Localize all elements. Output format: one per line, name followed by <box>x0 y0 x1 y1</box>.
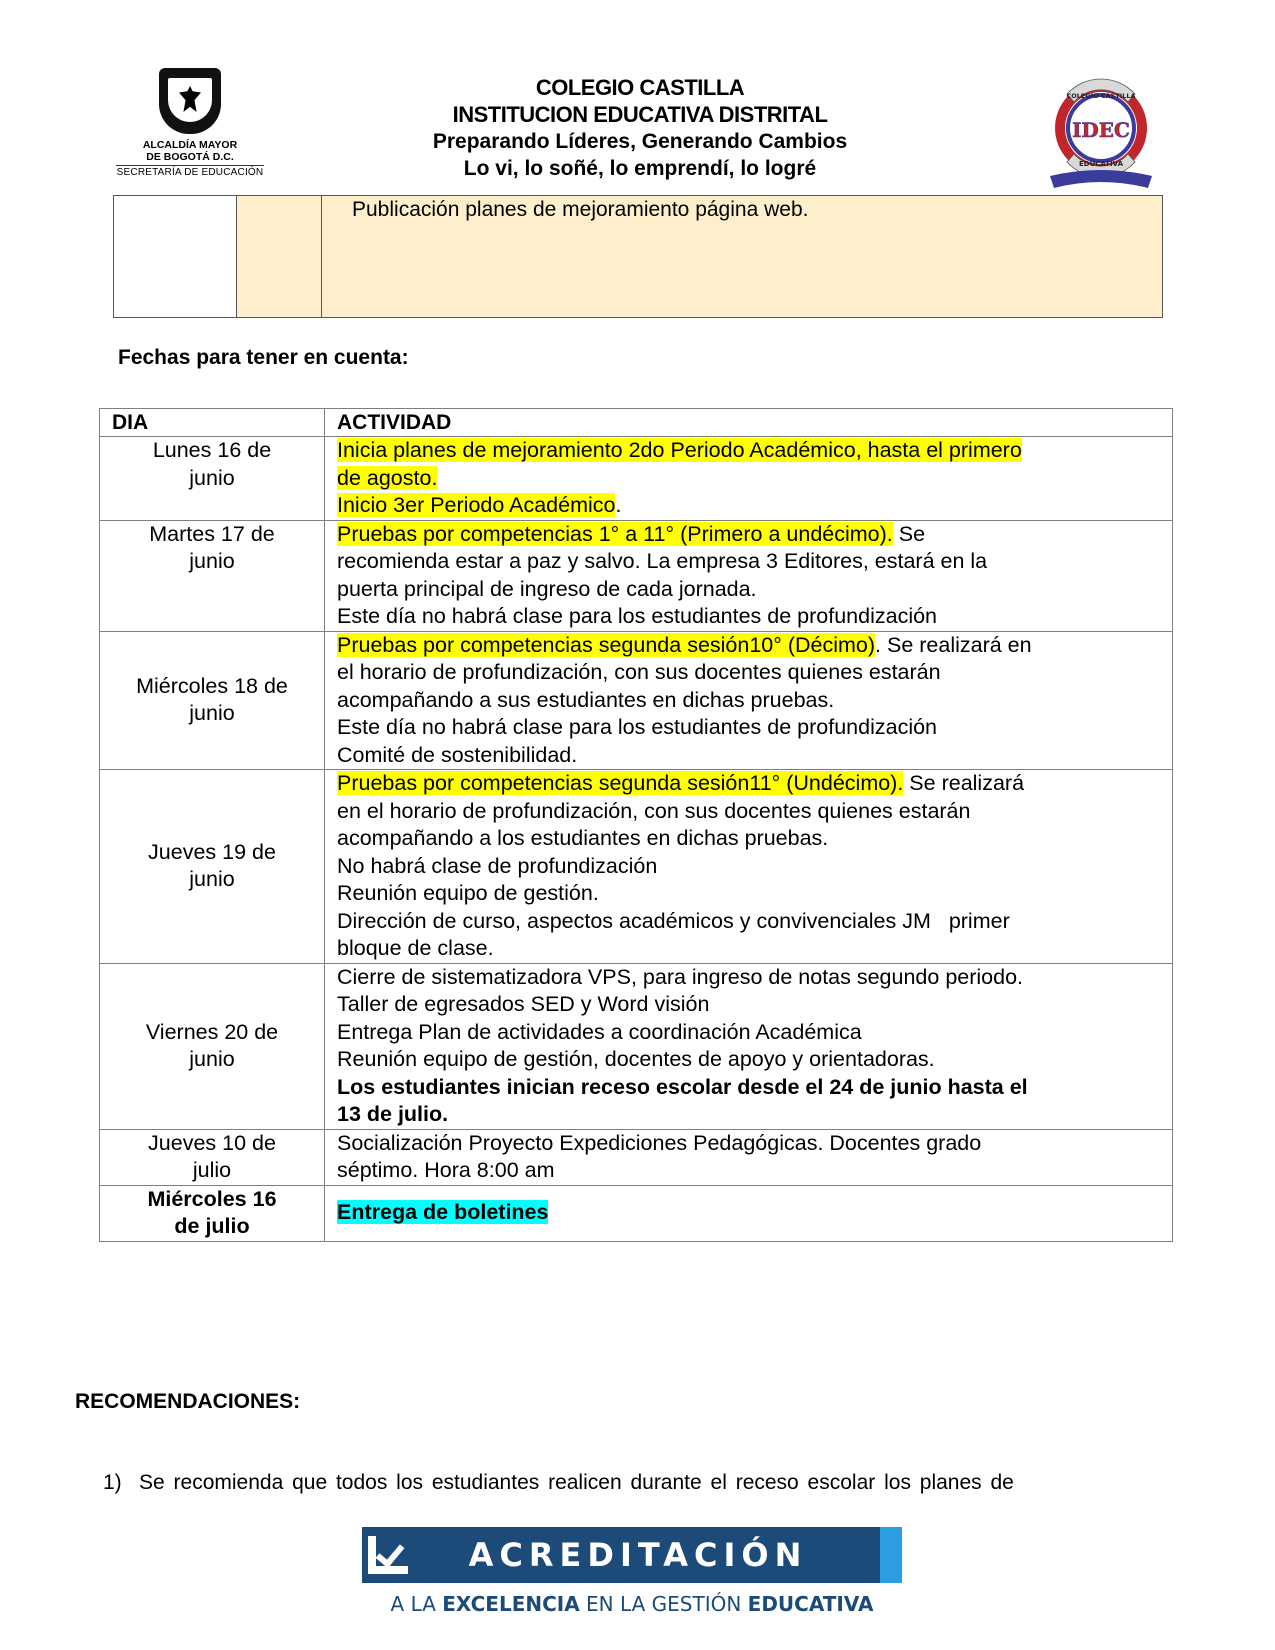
table-row <box>100 770 1173 964</box>
alcaldia-title-line1: ALCALDÍA MAYOR <box>142 139 238 151</box>
activity-text: Los estudiantes inician receso escolar desde el 24 de junio hasta el <box>337 1074 1028 1099</box>
motto-line-2: Lo vi, lo soñé, lo emprendí, lo logré <box>463 157 817 180</box>
day-line: junio <box>189 701 235 726</box>
day-line: Martes 17 de <box>149 521 275 546</box>
crest-band-text: EDUCATIVA <box>1078 160 1124 168</box>
activity-text: recomienda estar a paz y salvo. La empresa 3 Editores, estará en la <box>337 549 988 573</box>
activity-text: Este día no habrá clase para los estudiantes de profundización <box>337 715 938 739</box>
document-header <box>300 74 980 182</box>
day-cell <box>100 631 325 770</box>
activity-text: acompañando a sus estudiantes en dichas pruebas. <box>337 687 835 712</box>
activity-text: . <box>615 493 622 517</box>
eagle-icon <box>179 86 201 112</box>
activity-text: bloque de clase. <box>337 936 494 960</box>
activity-text: . Se realizará en <box>875 632 1032 657</box>
highlighted-activity: Entrega de boletines <box>337 1200 549 1225</box>
activity-cell <box>325 631 1173 770</box>
alcaldia-title-line2: DE BOGOTÁ D.C. <box>146 151 234 163</box>
table-cell-empty <box>114 196 237 318</box>
column-header-actividad: ACTIVIDAD <box>325 409 1173 437</box>
crest-top-text: COLEGIO CASTILLA <box>1066 92 1136 100</box>
activity-text: Este día no habrá clase para los estudiantes de profundización <box>337 604 938 628</box>
table-cell-empty <box>237 196 322 318</box>
activity-cell <box>325 963 1173 1129</box>
activity-text: Pruebas por competencias 1° a 11° (Primero a undécimo). <box>337 521 893 546</box>
crest-icon <box>1040 78 1162 190</box>
activity-cell <box>325 1185 1173 1241</box>
activity-text: Dirección de curso, aspectos académicos y convivenciales JM primer <box>337 908 1010 933</box>
day-line: junio <box>189 1047 235 1071</box>
activity-text: No habrá clase de profundización <box>337 853 658 878</box>
acreditacion-subtitle <box>362 1591 902 1617</box>
recommendation-item <box>103 1471 1163 1495</box>
table-cell-activity: Publicación planes de mejoramiento página web. <box>322 196 1163 318</box>
checkmark-icon <box>368 1536 408 1574</box>
subtitle-part: EN LA GESTIÓN <box>579 1592 748 1616</box>
activity-text: Socialización Proyecto Expediciones Pedagógicas. Docentes grado <box>337 1130 982 1155</box>
activity-text: el horario de profundización, con sus docentes quienes estarán <box>337 660 941 684</box>
day-cell <box>100 963 325 1129</box>
activity-text: Pruebas por competencias segunda sesión10° (Décimo) <box>337 632 876 657</box>
day-line: Viernes 20 de <box>145 1019 279 1044</box>
activity-text: Reunión equipo de gestión. <box>337 881 599 905</box>
activity-text: de agosto. <box>337 465 438 490</box>
crest-initials: IDEC <box>1072 118 1130 142</box>
acreditacion-title: ACREDITACIÓN <box>468 1536 808 1574</box>
day-line: junio <box>189 549 235 573</box>
activity-text: Comité de sostenibilidad. <box>337 742 578 767</box>
previous-activities-table <box>113 195 1163 318</box>
activity-cell <box>325 520 1173 631</box>
table-row <box>100 963 1173 1129</box>
list-number: 1) <box>103 1471 122 1494</box>
section-title-recomendaciones: RECOMENDACIONES: <box>75 1390 301 1413</box>
table-row <box>100 631 1173 770</box>
activity-cell <box>325 1129 1173 1185</box>
table-row <box>100 520 1173 631</box>
subtitle-part: EDUCATIVA <box>747 1592 874 1616</box>
day-line: Miércoles 16 <box>147 1186 277 1211</box>
school-name: COLEGIO CASTILLA <box>535 75 745 100</box>
day-line: julio <box>192 1158 232 1182</box>
activity-text: Inicio 3er Periodo Académico <box>337 493 616 517</box>
activity-text: acompañando a los estudiantes en dichas pruebas. <box>337 826 829 850</box>
activity-text: Reunión equipo de gestión, docentes de apoyo y orientadoras. <box>337 1047 935 1071</box>
activity-text: Cierre de sistematizadora VPS, para ingreso de notas segundo periodo. <box>337 964 1024 989</box>
table-header-row <box>100 409 1173 437</box>
section-title-fechas: Fechas para tener en cuenta: <box>118 346 409 369</box>
activity-text: puerta principal de ingreso de cada jornada. <box>337 576 757 601</box>
table-row <box>100 437 1173 521</box>
secretaria-label: SECRETARÍA DE EDUCACIÓN <box>116 167 264 178</box>
day-line: de julio <box>174 1214 250 1238</box>
day-line: Miércoles 18 de <box>136 673 288 698</box>
activity-text: Pruebas por competencias segunda sesión11° (Undécimo). <box>337 771 904 795</box>
activity-cell <box>325 437 1173 521</box>
day-line: Lunes 16 de <box>152 438 272 462</box>
day-cell <box>100 520 325 631</box>
bogota-coat-of-arms-icon <box>159 68 221 134</box>
day-line: Jueves 19 de <box>148 839 276 864</box>
acreditacion-logo <box>362 1527 902 1627</box>
activity-text: Entrega Plan de actividades a coordinación Académica <box>337 1019 862 1044</box>
motto-line-1: Preparando Líderes, Generando Cambios <box>432 130 848 153</box>
colegio-castilla-crest <box>1040 78 1162 190</box>
table-row <box>100 1185 1173 1241</box>
activity-cell <box>325 770 1173 964</box>
day-cell <box>100 1129 325 1185</box>
activity-text: Se realizará <box>903 771 1025 795</box>
day-cell <box>100 1185 325 1241</box>
table-row <box>100 1129 1173 1185</box>
column-header-dia: DIA <box>100 409 325 437</box>
acreditacion-banner <box>362 1527 902 1583</box>
activity-text: Taller de egresados SED y Word visión <box>337 992 710 1016</box>
activity-text: 13 de julio. <box>337 1102 449 1126</box>
table-row <box>114 196 1163 318</box>
recommendation-text: Se recomienda que todos los estudiantes realicen durante el receso escolar los planes de <box>139 1471 1014 1494</box>
banner-accent <box>880 1527 902 1583</box>
day-cell <box>100 437 325 521</box>
day-line: junio <box>189 867 235 892</box>
activity-text: séptimo. Hora 8:00 am <box>337 1158 555 1182</box>
subtitle-part: EXCELENCIA <box>442 1592 580 1616</box>
day-cell <box>100 770 325 964</box>
alcaldia-logo <box>110 68 270 194</box>
activity-text: Inicia planes de mejoramiento 2do Periodo Académico, hasta el primero <box>337 438 1022 462</box>
activity-text: Se <box>892 521 926 546</box>
dates-table <box>99 408 1173 1242</box>
activity-text: en el horario de profundización, con sus docentes quienes estarán <box>337 798 971 823</box>
divider <box>116 165 264 166</box>
institution-name: INSTITUCION EDUCATIVA DISTRITAL <box>452 102 828 127</box>
subtitle-part: A LA <box>390 1592 443 1616</box>
day-line: Jueves 10 de <box>148 1130 276 1155</box>
day-line: junio <box>189 465 235 490</box>
